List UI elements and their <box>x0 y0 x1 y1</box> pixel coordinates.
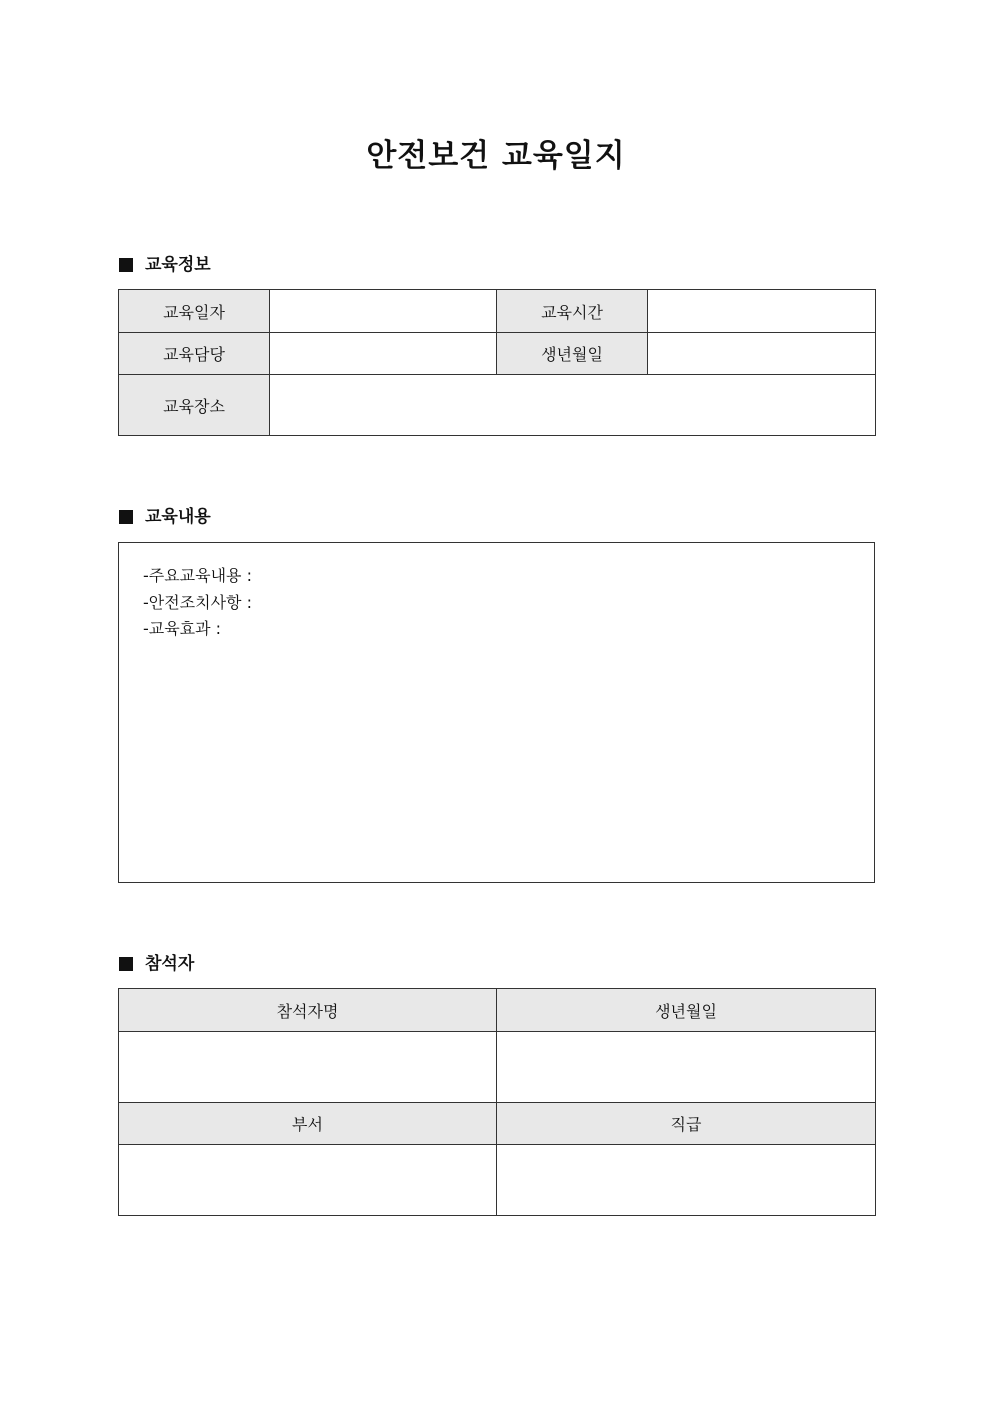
section-heading-label: 교육정보 <box>145 255 211 275</box>
page-title: 안전보건 교육일지 <box>366 138 626 174</box>
education-content-lines <box>143 563 252 643</box>
birth-date-label: 생년월일 <box>497 333 648 375</box>
table-row <box>119 989 876 1032</box>
attendee-name-field[interactable] <box>119 1032 497 1103</box>
table-row <box>119 290 876 333</box>
birth-date-field[interactable] <box>648 333 876 375</box>
section-heading-education-content <box>119 505 211 529</box>
education-manager-field[interactable] <box>270 333 497 375</box>
education-place-label: 교육장소 <box>119 375 270 436</box>
position-field[interactable] <box>497 1145 876 1216</box>
attendee-birth-field[interactable] <box>497 1032 876 1103</box>
education-content-box[interactable] <box>118 542 875 883</box>
square-bullet-icon <box>119 258 133 272</box>
education-place-field[interactable] <box>270 375 876 436</box>
section-heading-label: 교육내용 <box>145 507 211 527</box>
department-field[interactable] <box>119 1145 497 1216</box>
section-heading-attendees <box>119 952 194 976</box>
table-row <box>119 1145 876 1216</box>
table-row <box>119 333 876 375</box>
square-bullet-icon <box>119 510 133 524</box>
square-bullet-icon <box>119 957 133 971</box>
section-heading-education-info <box>119 253 211 277</box>
education-date-field[interactable] <box>270 290 497 333</box>
attendee-name-header: 참석자명 <box>119 989 497 1032</box>
education-time-label: 교육시간 <box>497 290 648 333</box>
education-effect-line: -교육효과 : <box>143 619 222 638</box>
table-row <box>119 1103 876 1145</box>
education-time-field[interactable] <box>648 290 876 333</box>
education-info-table <box>118 289 876 436</box>
education-date-label: 교육일자 <box>119 290 270 333</box>
table-row <box>119 375 876 436</box>
attendees-table <box>118 988 876 1216</box>
safety-measures-line: -안전조치사항 : <box>143 592 252 612</box>
table-row <box>119 1032 876 1103</box>
position-header: 직급 <box>497 1103 876 1145</box>
main-content-line: -주요교육내용 : <box>143 566 252 585</box>
attendee-birth-header: 생년월일 <box>497 989 876 1032</box>
department-header: 부서 <box>119 1103 497 1145</box>
education-manager-label: 교육담당 <box>119 333 270 375</box>
section-heading-label: 참석자 <box>145 954 195 974</box>
